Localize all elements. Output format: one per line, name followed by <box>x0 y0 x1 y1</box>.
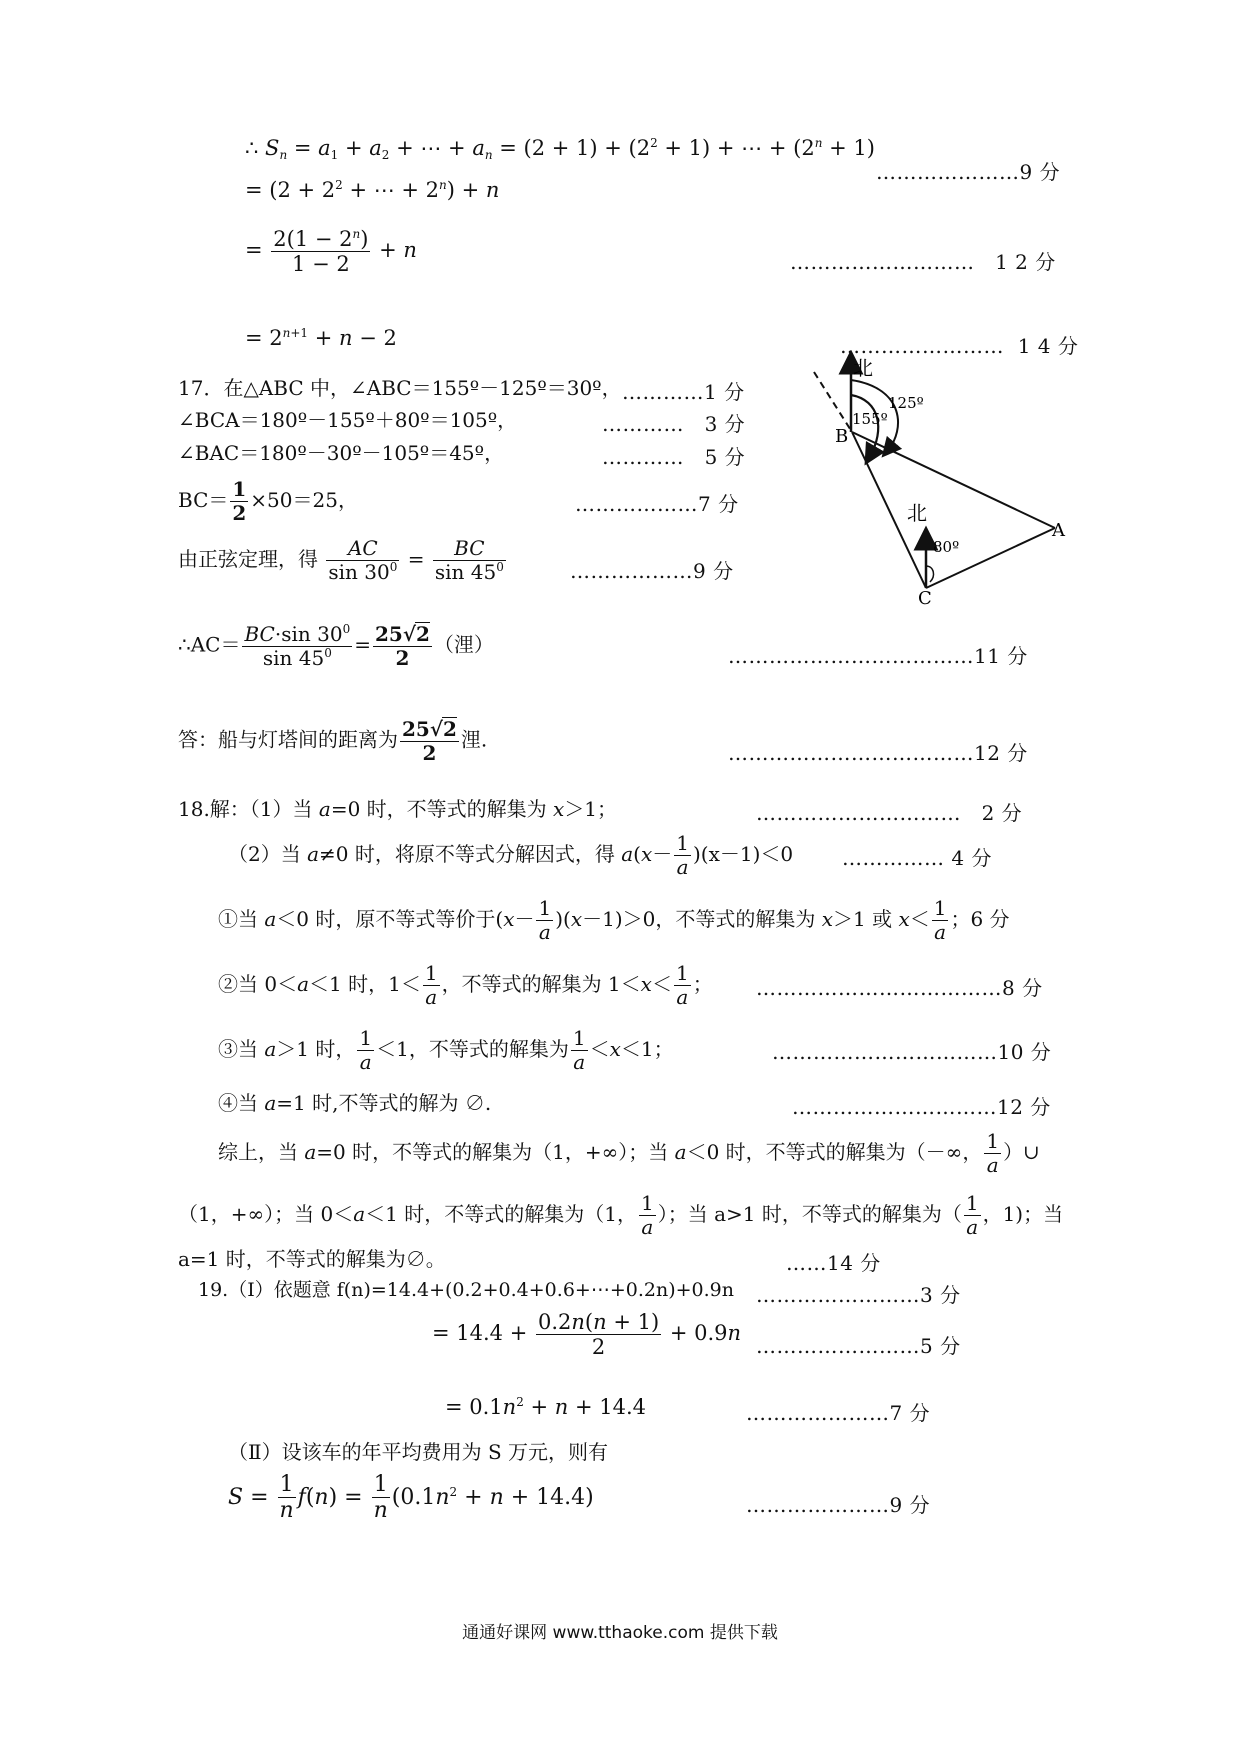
triangle-figure <box>790 350 1080 610</box>
fig-label-c: C <box>918 588 932 609</box>
s19-score-3: …………………7 分 <box>746 1401 931 1425</box>
s17-line-5: 由正弦定理，得 $\frac{AC}{\sin 30^0}$ = $\frac{BC}{\sin 45^0}$ <box>178 536 504 584</box>
s17-line-3: ∠BAC＝180º－30º－105º＝45º， <box>178 441 505 465</box>
s18-line-2: （2）当 a≠0 时，将原不等式分解因式，得 a(x－ $\frac{1}{a}$ )(x－1)＜0 <box>228 831 794 879</box>
s18-line-6: ④当 a=1 时,不等式的解为 ∅. <box>218 1091 492 1115</box>
fig-angle-125: 125º <box>888 394 924 412</box>
s19-score-2: ……………………5 分 <box>756 1334 961 1358</box>
s18-line-8: （1，+∞）；当 0＜a＜1 时，不等式的解集为（1， $\frac{1}{a}$ ）；当 a>1 时，不等式的解集为（ $\frac{1}{a}$ ，1)；当 <box>178 1191 1064 1239</box>
s18-line-9: a=1 时，不等式的解集为∅。 <box>178 1247 446 1271</box>
fig-angle-80: 80º <box>933 538 960 556</box>
s17-line-7: 答：船与灯塔间的距离为 $\frac{25√2}{2}$ 浬. <box>178 717 488 765</box>
s18-line-3: ①当 a＜0 时，原不等式等价于(x－ $\frac{1}{a}$ )(x－1)＞0，不等式的解集为 x＞1 或 x＜ $\frac{1}{a}$ ；6 分 <box>218 896 1010 944</box>
fig-angle-155: 155º <box>852 410 888 428</box>
s18-score-5: ……………………………10 分 <box>772 1040 1052 1064</box>
s19-score-1: ……………………3 分 <box>756 1283 961 1307</box>
s17-line-1: 17．在△ABC 中，∠ABC＝155º－125º＝30º， <box>178 376 622 400</box>
s19-line-1: 19.（Ⅰ）依题意 f(n)=14.4+(0.2+0.4+0.6+⋯+0.2n)+0.9n <box>198 1279 734 1301</box>
s19-line-4: （Ⅱ）设该车的年平均费用为 S 万元，则有 <box>228 1440 609 1464</box>
s16-score-1: …………………9 分 <box>876 160 1061 184</box>
s16-line-1: ∴ $S_n = a_1 + a_2$ + ⋯ + $a_n = (2 + 1) + (2^2 + 1)$ + ⋯ + $(2^n + 1)$ <box>245 136 875 162</box>
s18-score-1: ………………………… 2 分 <box>756 801 1023 825</box>
s18-line-1: 18.解：（1）当 a=0 时，不等式的解集为 x＞1； <box>178 797 618 821</box>
s19-line-2: = 14.4 + $\frac{0.2n(n + 1)}{2}$ + 0.9n <box>432 1310 742 1360</box>
s18-score-4: ………………………………8 分 <box>756 976 1043 1000</box>
page-footer: 通通好课网 www.tthaoke.com 提供下载 <box>462 1623 778 1643</box>
s18-line-7: 综上，当 a=0 时，不等式的解集为（1，+∞）；当 a＜0 时，不等式的解集为（－∞， $\frac{1}{a}$ ）∪ <box>218 1129 1040 1177</box>
s17-score-1: …………1 分 <box>622 380 745 404</box>
s19-line-3: = $0.1n^2 + n + 14.4$ <box>445 1395 647 1419</box>
fig-north-b: 北 <box>853 356 873 380</box>
fig-label-b: B <box>835 426 849 447</box>
s17-score-3: ………… 5 分 <box>602 445 746 469</box>
s18-line-5: ③当 a＞1 时， $\frac{1}{a}$ ＜1，不等式的解集为 $\frac{1}{a}$ ＜x＜1； <box>218 1026 674 1074</box>
s16-line-4: = $2^{n+1} + n - 2$ <box>245 326 397 350</box>
s18-line-4: ②当 0＜a＜1 时，1＜ $\frac{1}{a}$ ，不等式的解集为 1＜x＜ $\frac{1}{a}$ ； <box>218 961 713 1009</box>
s18-score-6: …………………………12 分 <box>792 1095 1051 1119</box>
s17-score-2: ………… 3 分 <box>602 412 746 436</box>
s17-score-6: ………………………………11 分 <box>728 644 1028 668</box>
s17-score-5: ………………9 分 <box>570 559 734 583</box>
s17-score-4: ………………7 分 <box>575 492 739 516</box>
s16-score-3: …………………… 1 4 分 <box>840 334 1079 358</box>
s17-line-4: BC＝ $\frac{1}{2}$ ×50＝25， <box>178 477 358 525</box>
s19-line-5: S = $\frac{1}{n}$ f(n) = $\frac{1}{n}$ $(0.1n^2 + n + 14.4)$ <box>228 1472 594 1524</box>
s17-score-7: ………………………………12 分 <box>728 741 1028 765</box>
s16-line-3: = $\frac{2(1 - 2^n)}{1 - 2}$ + n <box>245 227 417 277</box>
fig-label-a: A <box>1052 520 1065 541</box>
s17-line-2: ∠BCA＝180º－155º＋80º＝105º， <box>178 408 518 432</box>
s19-score-4: …………………9 分 <box>746 1493 931 1517</box>
s18-score-2: …………… 4 分 <box>842 846 992 870</box>
s18-score-7: ……14 分 <box>786 1251 881 1275</box>
s16-line-2: = ($2 + 2^2$ + ⋯ + $2^n) + n$ <box>245 178 500 202</box>
s16-score-2: ……………………… 1 2 分 <box>790 250 1056 274</box>
fig-north-c: 北 <box>907 501 927 525</box>
s17-line-6: ∴AC＝ $\frac{BC\cdot\sin 30^0}{\sin 45^0}$ = $\frac{25√2}{2}$ （浬） <box>178 621 494 670</box>
